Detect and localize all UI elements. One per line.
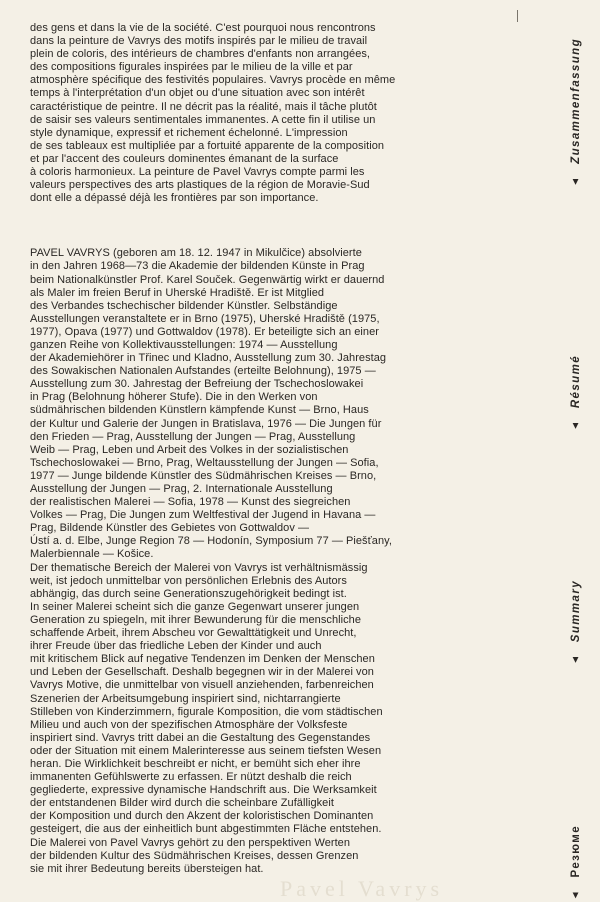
text-column [30, 22, 550, 876]
text-line: Ústí a. d. Elbe, Junge Region 78 — Hodonín, Symposium 77 — Piešťany, [30, 535, 392, 548]
text-line: gegliederte, expressive dynamische Handschrift aus. Die Werksamkeit [30, 784, 377, 797]
text-line: ganzen Reihe von Kollektivausstellungen: 1974 — Ausstellung [30, 338, 338, 351]
text-line: Stilleben von Kinderzimmern, figurale Komposition, die vom städtischen [30, 705, 383, 718]
german-biography-paragraph [30, 247, 550, 561]
text-line: de ses tableaux est multipliée par a fortuité apparente de la composition [30, 139, 385, 152]
text-line: des compositions figurales inspirées par le milieu de la ville et par [30, 61, 353, 74]
show-through-watermark: Pavel Vavrys [280, 876, 444, 901]
section-label-summary [570, 580, 582, 665]
text-line: in Prag (Belohnung höherer Stufe). Die in den Werken von [30, 391, 318, 404]
section-label-rezume [570, 825, 582, 900]
text-line: heran. Die Wirklichkeit beschreibt er nicht, er bemüht sich eher ihre [30, 757, 361, 770]
text-line: Milieu und auch von der spezifischen Atmosphäre der Volksfeste [30, 718, 348, 731]
text-line: ihrer Freude über das friedliche Leben der Kinder und auch [30, 640, 322, 653]
triangle-marker-icon: ▲ [570, 418, 581, 432]
text-line: 1977 — Junge bildende Künstler des Südmährischen Kreises — Brno, [30, 469, 377, 482]
text-line: oder der Situation mit einem Malerinteresse aus seinem tiefsten Wesen [30, 744, 382, 757]
section-label-zusammenfassung [570, 38, 582, 187]
text-line: Weib — Prag, Leben und Arbeit des Volkes in der sozialistischen [30, 443, 349, 456]
text-line: Ausstellungen veranstaltete er in Brno (1975), Uherské Hradiště (1975, [30, 312, 380, 325]
triangle-marker-icon: ▲ [570, 174, 581, 187]
text-line: et par l'accent des couleurs dominentes émanant de la surface [30, 152, 339, 165]
text-line: à coloris harmonieux. La peinture de Pavel Vavrys compte parmi les [30, 166, 365, 179]
triangle-marker-icon: ▲ [570, 652, 581, 666]
label-summary-text: Summary [570, 580, 582, 643]
text-line: abhängig, das durch seine Generationszugehörigkeit bedingt ist. [30, 587, 347, 600]
label-rezume-text: Резюме [570, 825, 582, 878]
text-line: den Frieden — Prag, Ausstellung der Jungen — Prag, Ausstellung [30, 430, 356, 443]
text-line: des Sowakischen Nationalen Aufstandes (erteilte Belohnung), 1975 — [30, 365, 376, 378]
text-line: dont elle a dépassé déjà les frontières par son importance. [30, 192, 319, 205]
german-summary-paragraph [30, 562, 550, 876]
text-line: atmosphère spécifique des festivités populaires. Vavrys procède en même [30, 74, 396, 87]
text-line: der Kultur und Galerie der Jungen in Bratislava, 1976 — Die Jungen für [30, 417, 382, 430]
text-line: dans la peinture de Vavrys des motifs inspirés par le milieu de travail [30, 35, 368, 48]
text-line: als Maler im freien Beruf in Uherské Hradiště. Er ist Mitglied [30, 286, 325, 299]
text-line: caractéristique de peintre. Il ne décrit pas la réalité, mais il tâche plutôt [30, 100, 377, 113]
text-line: Ausstellung zum 30. Jahrestag der Befreiung der Tschechoslowakei [30, 378, 364, 391]
text-line: Die Malerei von Pavel Vavrys gehört zu den perspektiven Werten [30, 836, 351, 849]
label-resume-text: Résumé [570, 355, 582, 409]
text-line: Prag, Bildende Künstler des Gebietes von Gottwaldov — [30, 522, 310, 535]
text-line: PAVEL VAVRYS (geboren am 18. 12. 1947 in Mikulčice) absolvierte [30, 247, 362, 260]
text-line: Vavrys Motive, die unmittelbar von visuell anziehenden, farbenreichen [30, 679, 374, 692]
french-summary-paragraph [30, 22, 550, 205]
text-line: des Verbandes tschechischer bildender Künstler. Selbständige [30, 299, 338, 312]
text-line: style dynamique, expressif et richement échelonné. L'impression [30, 126, 348, 139]
text-line: schaffende Arbeit, ihrem Abscheu vor Gewalttätigkeit und Unrecht, [30, 627, 357, 640]
text-line: immanenten Gefühlswerte zu erfassen. Er nützt deshalb die reich [30, 771, 352, 784]
text-line: der Komposition und durch den Akzent der koloristischen Dominanten [30, 810, 374, 823]
text-line: valeurs perspectives des arts plastiques de la région de Moravie-Sud [30, 179, 370, 192]
text-line: der Akademiehörer in Třinec und Kladno, Ausstellung zum 30. Jahrestag [30, 352, 387, 365]
text-line: südmährischen bildenden Künstlern kämpfende Kunst — Brno, Haus [30, 404, 369, 417]
text-line: Malerbiennale — Košice. [30, 548, 154, 561]
label-zusammenfassung-text: Zusammenfassung [570, 38, 582, 164]
text-line: 1977), Opava (1977) und Gottwaldov (1978). Er beteiligte sich an einer [30, 325, 379, 338]
text-line: In seiner Malerei scheint sich die ganze Gegenwart unserer jungen [30, 600, 360, 613]
text-line: inspiriert sind. Vavrys tritt dabei an die Gestaltung des Gegenstandes [30, 731, 371, 744]
text-line: des gens et dans la vie de la société. C'est pourquoi nous rencontrons [30, 22, 376, 34]
text-line: weit, ist jedoch unmittelbar von persönlichen Erlebnis des Autors [30, 574, 347, 587]
text-line: der entstandenen Bilder wird durch die scheinbare Zufälligkeit [30, 797, 334, 810]
text-line: de saisir ses valeurs sentimentales immanentes. A cette fin il utilise un [30, 113, 376, 126]
triangle-marker-icon: ▲ [570, 888, 581, 901]
text-line: in den Jahren 1968—73 die Akademie der bildenden Künste in Prag [30, 260, 365, 273]
text-line: gesteigert, die aus der einheitlich bunt abgestimmten Fläche entstehen. [30, 823, 382, 836]
text-line: Szenerien der Arbeitsumgebung inspiriert sind, nichtarrangierte [30, 692, 341, 705]
text-line: Volkes — Prag, Die Jungen zum Weltfestival der Jugend in Havana — [30, 509, 376, 522]
text-line: der bildenden Kultur des Südmährischen Kreises, dessen Grenzen [30, 849, 359, 862]
text-line: und Leben der Gesellschaft. Deshalb begegnen wir in der Malerei von [30, 666, 374, 679]
text-line: sie mit ihrer Bedeutung bereits übersteigen hat. [30, 862, 264, 875]
text-line: der realistischen Malerei — Sofia, 1978 — Kunst des siegreichen [30, 496, 351, 509]
text-line: temps à l'interprétation d'un objet ou d'une situation avec son intérêt [30, 87, 365, 100]
text-line: beim Nationalkünstler Prof. Karel Souček. Gegenwärtig wirkt er dauernd [30, 273, 385, 286]
text-line: Der thematische Bereich der Malerei von Vavrys ist verhältnismässig [30, 561, 368, 574]
text-line: plein de coloris, des intérieurs de chambres d'enfants non arrangées, [30, 48, 371, 61]
crop-mark [517, 10, 518, 22]
section-label-resume [570, 355, 582, 431]
text-line: Tschechoslowakei — Brno, Prag, Weltausstellung der Jungen — Sofia, [30, 456, 379, 469]
text-line: mit kritischem Blick auf negative Tendenzen im Denken der Menschen [30, 653, 375, 666]
text-line: Generation zu spiegeln, mit ihrer Bewunderung für die menschliche [30, 613, 361, 626]
text-line: Ausstellung der Jungen — Prag, 2. Internationale Ausstellung [30, 483, 333, 495]
